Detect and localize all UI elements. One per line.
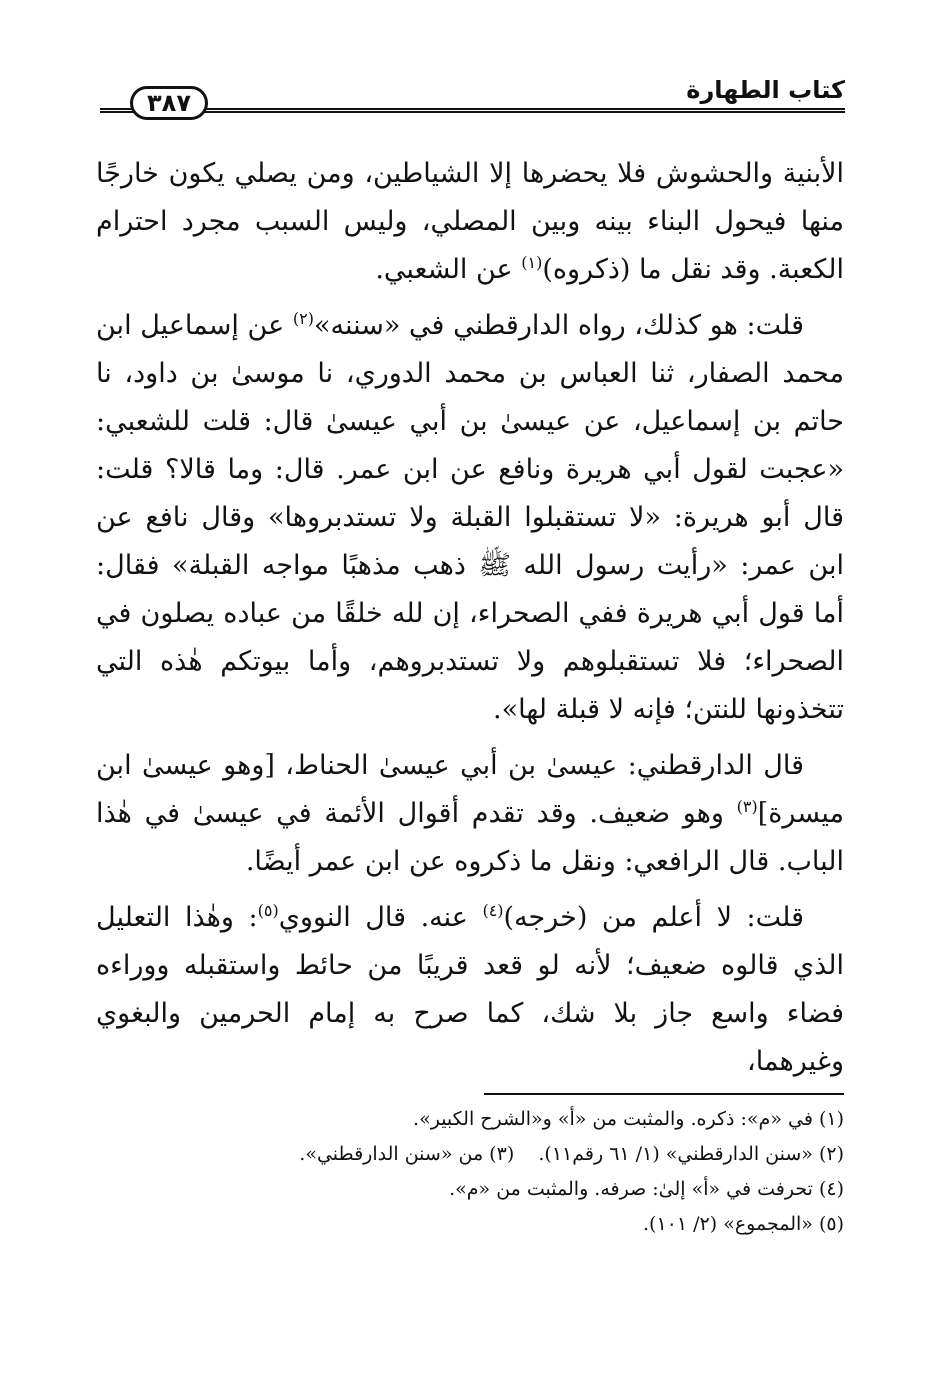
footnotes (96, 1102, 844, 1242)
footnote-ref-5: (٥) (257, 901, 279, 920)
paragraph-2-text-b: عن إسماعيل ابن محمد الصفار، ثنا العباس بن محمد الدوري، نا موسىٰ بن داود، نا حاتم بن إسماعيل، عن عيسىٰ بن أبي عيسىٰ قال: قلت للشعبي: «عجبت لقول أبي هريرة ونافع عن ابن عمر. قال: وما قالا؟ قلت: قال أبو هريرة: «لا تستقبلوا القبلة ولا تستدبروها» وقال نافع عن ابن عمر: «رأيت رسول الله ﷺ ذهب مذهبًا مواجه القبلة» فقال: أما قول أبي هريرة ففي الصحراء، إن لله خلقًا من عباده يصلون في الصحراء؛ فلا تستقبلوهم ولا تستدبروهم، وأما بيوتكم هٰذه التي تتخذونها للنتن؛ فإنه لا قبلة لها». (96, 310, 844, 725)
footnote-1: (١) في «م»: ذكره. والمثبت من «أ» و«الشرح الكبير». (413, 1108, 844, 1130)
footnote-ref-3: (٣) (736, 797, 758, 816)
paragraph-4-text-a: قلت: لا أعلم من (خرجه) (503, 902, 804, 933)
footnote-5: (٥) «المجموع» (٢/ ١٠١). (643, 1213, 844, 1235)
page-number: ٣٨٧ (130, 86, 208, 120)
paragraph-3-text-b: وهو ضعيف. وقد تقدم أقوال الأئمة في عيسىٰ في هٰذا الباب. قال الرافعي: ونقل ما ذكروه عن ابن عمر أيضًا. (96, 798, 844, 877)
main-text (96, 150, 844, 1086)
paragraph-1-tail: عن الشعبي. (375, 254, 522, 285)
footnote-ref-4: (٤) (482, 901, 504, 920)
page-header (100, 72, 845, 128)
footnote-ref-1: (١) (521, 253, 543, 272)
footnote-4: (٤) تحرفت في «أ» إلىٰ: صرفه. والمثبت من «م». (449, 1178, 844, 1200)
paragraph-4-text-b: عنه. قال النووي (278, 902, 483, 933)
paragraph-2-text-a: قلت: هو كذلك، رواه الدارقطني في «سننه» (313, 310, 804, 341)
paragraph-1 (96, 150, 844, 294)
book-title: كتاب الطهارة (678, 76, 845, 104)
paragraph-3-text-a: قال الدارقطني: عيسىٰ بن أبي عيسىٰ الحناط، [وهو عيسىٰ ابن ميسرة] (96, 750, 844, 829)
paragraph-3 (96, 742, 844, 886)
paragraph-1-text: الأبنية والحشوش فلا يحضرها إلا الشياطين، ومن يصلي يكون خارجًا منها فيحول البناء بينه وبين المصلي، وليس السبب مجرد احترام الكعبة. وقد نقل ما (ذكروه) (96, 158, 844, 285)
paragraph-4-text-c: : وهٰذا التعليل الذي قالوه ضعيف؛ لأنه لو قعد قريبًا من حائط واستقبله ووراءه فضاء واسع جاز بلا شك، كما صرح به إمام الحرمين والبغوي وغيرهما، (96, 902, 844, 1077)
footnote-ref-2: (٢) (292, 309, 314, 328)
footnote-separator (484, 1093, 844, 1095)
paragraph-2 (96, 302, 844, 734)
paragraph-4 (96, 894, 844, 1086)
header-rule (100, 108, 845, 113)
footnote-2-3: (٢) «سنن الدارقطني» (١/ ٦١ رقم١١). (٣) من «سنن الدارقطني». (299, 1143, 844, 1165)
